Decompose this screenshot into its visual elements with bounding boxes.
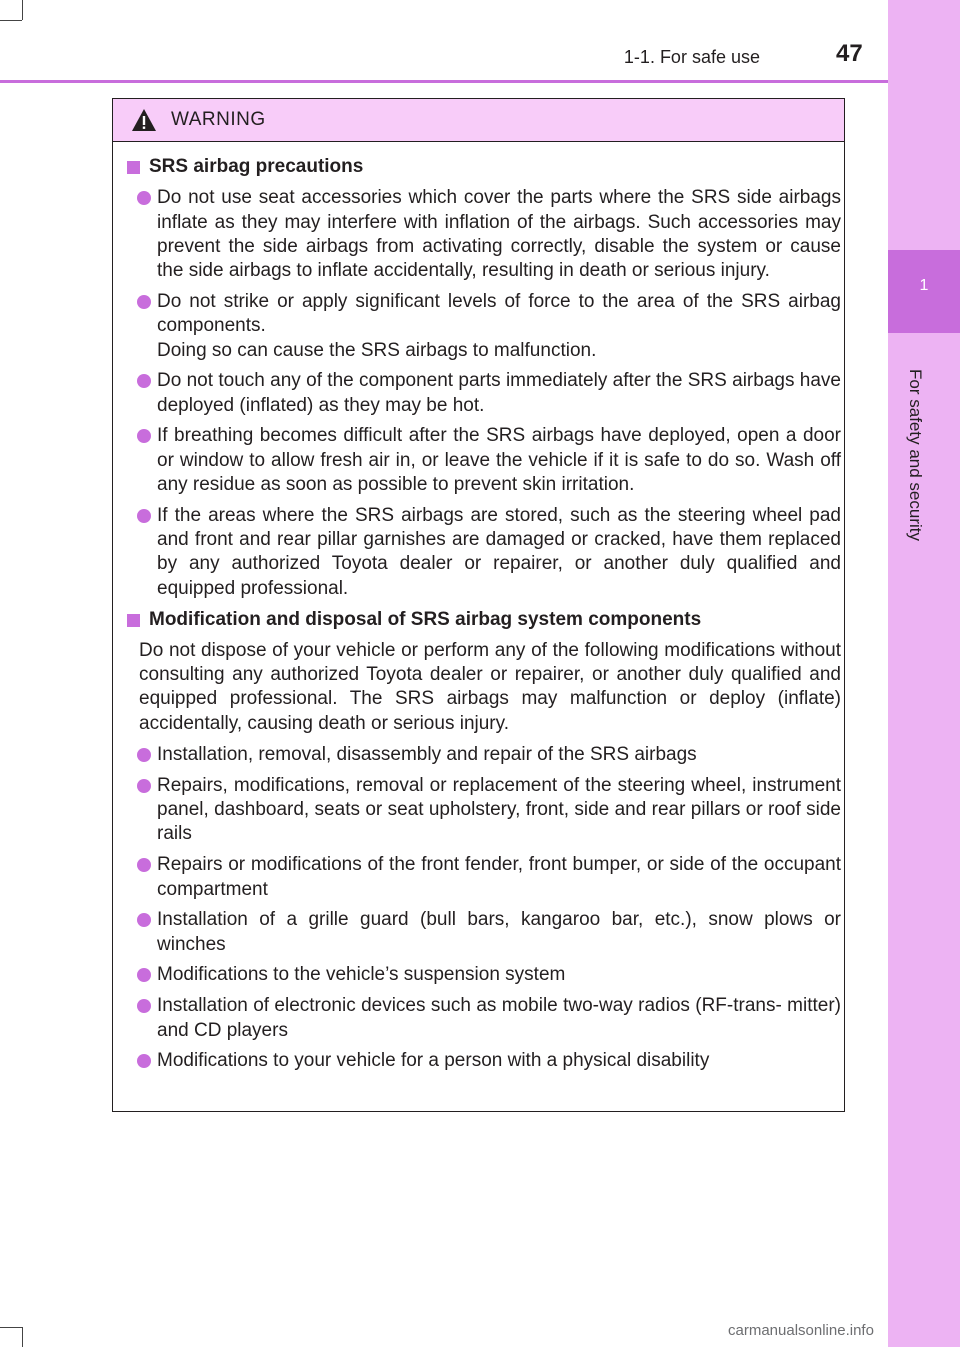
bullet-item: Do not strike or apply significant levels of force to the area of the SRS airbag components. Doing so can cause the SRS airbags to malfunction. bbox=[125, 290, 841, 363]
bullet-item: If breathing becomes difficult after the SRS airbags have deployed, open a door or window to allow fresh air in, or leave the vehicle if it is safe to do so. Wash off any residue as soon as possible to prevent skin irritation. bbox=[125, 424, 841, 497]
header-rule bbox=[0, 80, 888, 83]
chapter-title bbox=[890, 350, 940, 560]
side-tab bbox=[888, 0, 960, 1347]
chapter-number: 1 bbox=[919, 277, 929, 294]
watermark: carmanualsonline.info bbox=[728, 1322, 874, 1339]
crop-mark bbox=[22, 0, 23, 20]
warning-content bbox=[125, 155, 841, 1080]
circle-bullet-icon bbox=[137, 913, 151, 927]
bullet-item: Modifications to your vehicle for a person with a physical disability bbox=[125, 1049, 841, 1073]
warning-title: WARNING bbox=[171, 109, 266, 130]
chapter-title-text: For safety and security bbox=[906, 369, 925, 541]
square-bullet-icon bbox=[127, 614, 140, 627]
circle-bullet-icon bbox=[137, 858, 151, 872]
circle-bullet-icon bbox=[137, 968, 151, 982]
circle-bullet-icon bbox=[137, 509, 151, 523]
circle-bullet-icon bbox=[137, 429, 151, 443]
circle-bullet-icon bbox=[137, 779, 151, 793]
bullet-item: Do not touch any of the component parts immediately after the SRS airbags have deployed (inflated) as they may be hot. bbox=[125, 369, 841, 418]
square-bullet-icon bbox=[127, 161, 140, 174]
bullet-item: Repairs or modifications of the front fender, front bumper, or side of the occupant compartment bbox=[125, 853, 841, 902]
section-heading: SRS airbag precautions bbox=[125, 155, 841, 179]
circle-bullet-icon bbox=[137, 374, 151, 388]
circle-bullet-icon bbox=[137, 999, 151, 1013]
warning-box bbox=[112, 98, 845, 1112]
bullet-item: Do not use seat accessories which cover the parts where the SRS side airbags inflate as they may interfere with inflation of the airbags. Such accessories may prevent the side airbags from activating correctly, disable the system or cause the side airbags to inflate accidentally, resulting in death or serious injury. bbox=[125, 186, 841, 283]
circle-bullet-icon bbox=[137, 191, 151, 205]
section-title: 1-1. For safe use bbox=[623, 47, 760, 67]
bullet-item: Installation of electronic devices such as mobile two-way radios (RF-trans- mitter) and CD players bbox=[125, 994, 841, 1043]
bullet-item: Installation of a grille guard (bull bars, kangaroo bar, etc.), snow plows or winches bbox=[125, 908, 841, 957]
bullet-item: If the areas where the SRS airbags are stored, such as the steering wheel pad and front and rear pillar garnishes are damaged or cracked, have them replaced by any authorized Toyota dealer or repairer, or another duly qualified and equipped professional. bbox=[125, 504, 841, 601]
crop-mark bbox=[22, 1327, 23, 1347]
bullet-item: Modifications to the vehicle’s suspension system bbox=[125, 963, 841, 987]
circle-bullet-icon bbox=[137, 295, 151, 309]
crop-mark bbox=[0, 20, 22, 21]
warning-triangle-icon bbox=[131, 108, 157, 132]
crop-mark bbox=[0, 1327, 22, 1328]
bullet-item: Installation, removal, disassembly and repair of the SRS airbags bbox=[125, 743, 841, 767]
circle-bullet-icon bbox=[137, 1054, 151, 1068]
warning-header bbox=[113, 99, 844, 142]
circle-bullet-icon bbox=[137, 748, 151, 762]
section-heading: Modification and disposal of SRS airbag system components bbox=[125, 608, 841, 632]
page-number: 47 bbox=[836, 40, 863, 67]
bullet-item: Repairs, modifications, removal or replacement of the steering wheel, instrument panel, dashboard, seats or seat upholstery, front, side and rear pillars or roof side rails bbox=[125, 774, 841, 847]
section-intro: Do not dispose of your vehicle or perform any of the following modifications without consulting any authorized Toyota dealer or repairer, or another duly qualified and equipped professional. The SRS airbags may malfunction or deploy (inflate) accidentally, causing death or serious injury. bbox=[139, 639, 841, 734]
